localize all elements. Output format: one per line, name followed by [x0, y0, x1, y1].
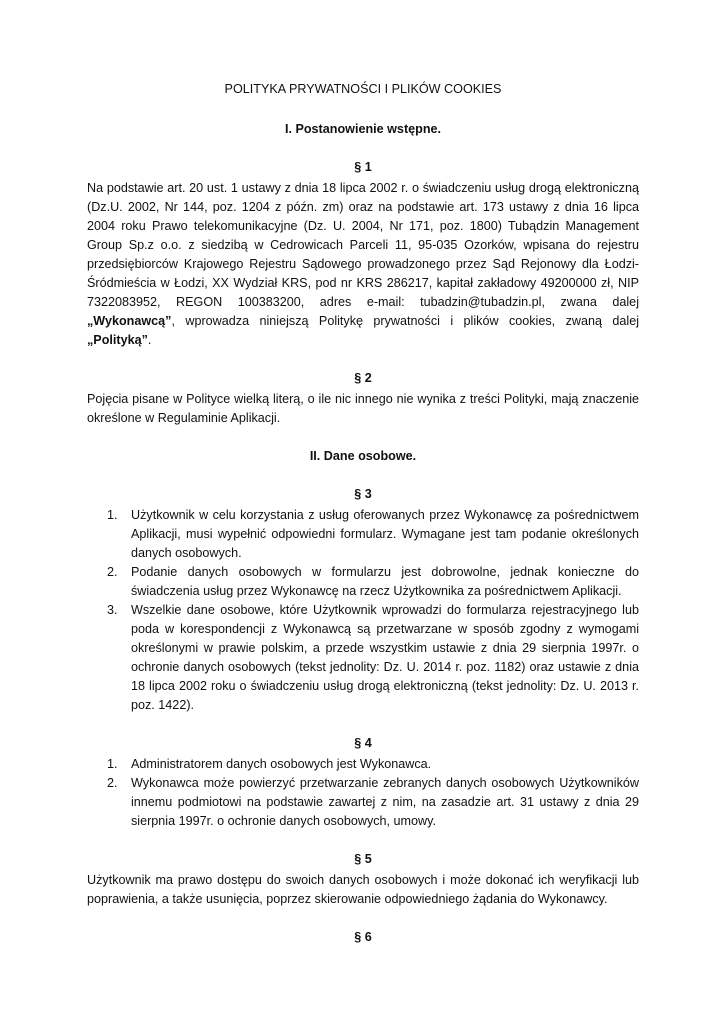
paragraph-2-text: Pojęcia pisane w Polityce wielką literą, o ile nic innego nie wynika z treści Polityki, mają znaczenie określone w Regulaminie Aplikacji.: [87, 392, 639, 425]
paragraph-4-list: [87, 755, 639, 831]
paragraph-3-list: [87, 506, 639, 715]
document-page: [87, 80, 639, 949]
list-item: [87, 755, 639, 774]
paragraph-1-text-middle: , wprowadza niniejszą Politykę prywatności i plików cookies, zwaną dalej: [171, 314, 639, 328]
paragraph-1-text-before: Na podstawie art. 20 ust. 1 ustawy z dnia 18 lipca 2002 r. o świadczeniu usług drogą elektroniczną (Dz.U. 2002, Nr 144, poz. 1204 z późn. zm) oraz na podstawie art. 173 ustawy z dnia 16 lipca 2004 roku Prawo telekomunikacyjne (Dz. U. 2004, Nr 171, poz. 1800) Tubądzin Management Group Sp.z o.o. z siedzibą w Cedrowicach Parceli 11, 95-035 Ozorków, wpisana do rejestru przedsiębiorców Krajowego Rejestru Sądowego prowadzonego przez Sąd Rejonowy dla Łodzi-Śródmieścia w Łodzi, XX Wydział KRS, pod nr KRS 286217, kapitał zakładowy 49200000 zł, NIP 7322083952, REGON 100383200, adres e-mail: tubadzin@tubadzin.pl, zwana dalej: [87, 181, 639, 309]
list-item-text: Podanie danych osobowych w formularzu jest dobrowolne, jednak konieczne do świadczenia usług przez Wykonawcę na rzecz Użytkownika za pośrednictwem Aplikacji.: [131, 565, 639, 598]
paragraph-mark-6: § 6: [354, 930, 372, 944]
paragraph-5-text: Użytkownik ma prawo dostępu do swoich danych osobowych i może dokonać ich weryfikacji lub poprawienia, a także usunięcia, poprzez skierowanie odpowiedniego żądania do Wykonawcy.: [87, 873, 639, 906]
paragraph-1-bold-wykonawca: „Wykonawcą”: [87, 314, 172, 328]
section-heading-2: II. Dane osobowe.: [309, 449, 417, 463]
list-item-text: Użytkownik w celu korzystania z usług oferowanych przez Wykonawcę za pośrednictwem Aplikacji, musi wypełnić odpowiedni formularz. Wymagane jest tam podanie określonych danych osobowych.: [131, 508, 639, 560]
list-item-text: Administratorem danych osobowych jest Wykonawca.: [131, 757, 432, 771]
paragraph-1-text-after: .: [147, 333, 152, 347]
paragraph-mark-4: § 4: [354, 736, 372, 750]
list-item-text: Wykonawca może powierzyć przetwarzanie zebranych danych osobowych Użytkowników innemu podmiotowi na podstawie zawartej z nim, na zasadzie art. 31 ustawy z dnia 29 sierpnia 1997r. o ochronie danych osobowych, umowy.: [131, 776, 639, 828]
paragraph-1-bold-polityka: „Polityką”: [87, 333, 148, 347]
paragraph-mark-3: § 3: [354, 487, 372, 501]
list-item-number: 2.: [107, 565, 118, 579]
list-item: [87, 506, 639, 563]
list-item: [87, 563, 639, 601]
list-item-number: 3.: [107, 603, 118, 617]
list-item-text: Wszelkie dane osobowe, które Użytkownik wprowadzi do formularza rejestracyjnego lub poda w korespondencji z Wykonawcą są przetwarzane w sposób zgodny z wymogami określonymi w prawie polskim, a przede wszystkim ustawie z dnia 29 sierpnia 1997r. o ochronie danych osobowych (tekst jednolity: Dz. U. 2014 r. poz. 1182) oraz ustawie z dnia 18 lipca 2002 roku o świadczeniu usług drogą elektroniczną (tekst jednolity: Dz. U. 2013 r. poz. 1422).: [131, 603, 639, 712]
document-title: POLITYKA PRYWATNOŚCI I PLIKÓW COOKIES: [224, 82, 502, 96]
paragraph-mark-2: § 2: [354, 371, 372, 385]
paragraph-1-text: [87, 179, 639, 350]
list-item: [87, 601, 639, 715]
list-item-number: 2.: [107, 776, 118, 790]
list-item-number: 1.: [107, 757, 118, 771]
list-item-number: 1.: [107, 508, 118, 522]
section-heading-1: I. Postanowienie wstępne.: [284, 122, 442, 136]
paragraph-mark-1: § 1: [354, 160, 372, 174]
paragraph-mark-5: § 5: [354, 852, 372, 866]
list-item: [87, 774, 639, 831]
